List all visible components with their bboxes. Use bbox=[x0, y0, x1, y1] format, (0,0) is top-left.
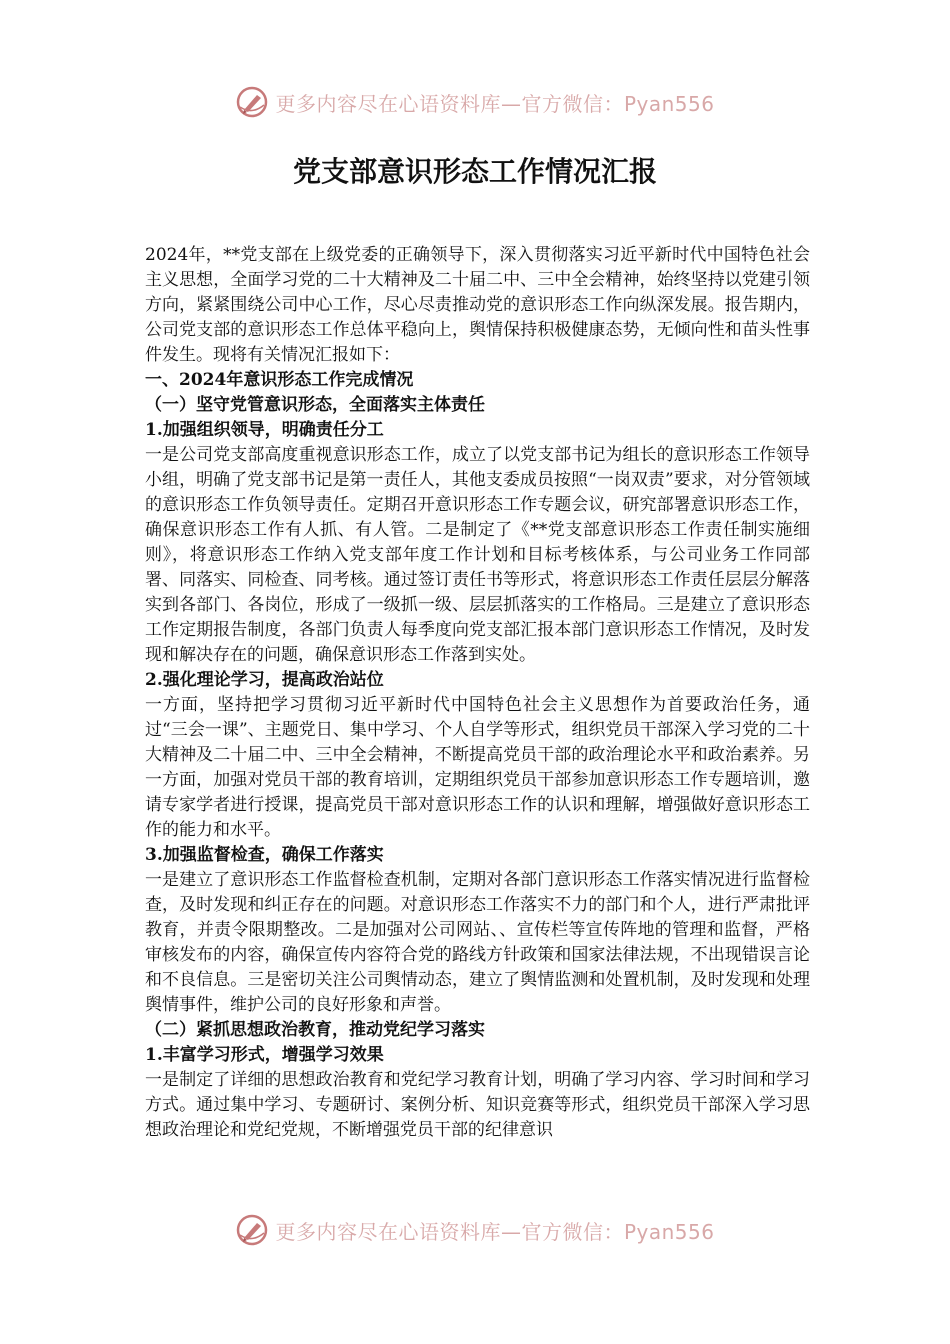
heading-item-1-2: 2.强化理论学习，提高政治站位 bbox=[145, 670, 384, 690]
heading-subsection-2: （二）紧抓思想政治教育，推动党纪学习落实 bbox=[145, 1020, 485, 1040]
watermark-text: 更多内容尽在心语资料库—官方微信：Pyan556 bbox=[275, 91, 715, 116]
paragraph-theory-study: 一方面，坚持把学习贯彻习近平新时代中国特色社会主义思想作为首要政治任务，通过“三会一课”、主题党日、集中学习、个人自学等形式，组织党员干部深入学习党的二十大精神及二十届二中、三中全会精神，不断提高党员干部的政治理论水平和政治素养。另一方面，加强对党员干部的教育培训，定期组织党员干部参加意识形态工作专题培训，邀请专家学者进行授课，提高党员干部对意识形态工作的认识和理解，增强做好意识形态工作的能力和水平。 bbox=[145, 695, 810, 840]
document-title: 党支部意识形态工作情况汇报 bbox=[292, 155, 657, 188]
pen-logo-icon bbox=[235, 1213, 269, 1247]
heading-item-1-1: 1.加强组织领导，明确责任分工 bbox=[145, 420, 384, 440]
paragraph-study-forms: 一是制定了详细的思想政治教育和党纪学习教育计划，明确了学习内容、学习时间和学习方式。通过集中学习、专题研讨、案例分析、知识竞赛等形式，组织党员干部深入学习思想政治理论和党纪党规，不断增强党员干部的纪律意识 bbox=[145, 1070, 810, 1140]
heading-item-2-1: 1.丰富学习形式，增强学习效果 bbox=[145, 1045, 384, 1065]
heading-item-1-3: 3.加强监督检查，确保工作落实 bbox=[145, 845, 384, 865]
paragraph-supervision: 一是建立了意识形态工作监督检查机制，定期对各部门意识形态工作落实情况进行监督检查，及时发现和纠正存在的问题。对意识形态工作落实不力的部门和个人，进行严肃批评教育，并责令限期整改。二是加强对公司网站、、宣传栏等宣传阵地的管理和监督，严格审核发布的内容，确保宣传内容符合党的路线方针政策和国家法律法规，不出现错误言论和不良信息。三是密切关注公司舆情动态，建立了舆情监测和处置机制，及时发现和处理舆情事件，维护公司的良好形象和声誉。 bbox=[145, 870, 810, 1015]
paragraph-organization: 一是公司党支部高度重视意识形态工作，成立了以党支部书记为组长的意识形态工作领导小组，明确了党支部书记是第一责任人，其他支委成员按照“一岗双责”要求，对分管领域的意识形态工作负领导责任。定期召开意识形态工作专题会议，研究部署意识形态工作，确保意识形态工作有人抓、有人管。二是制定了《**党支部意识形态工作责任制实施细则》，将意识形态工作纳入党支部年度工作计划和目标考核体系，与公司业务工作同部署、同落实、同检查、同考核。通过签订责任书等形式，将意识形态工作责任层层分解落实到各部门、各岗位，形成了一级抓一级、层层抓落实的工作格局。三是建立了意识形态工作定期报告制度，各部门负责人每季度向党支部汇报本部门意识形态工作情况，及时发现和解决存在的问题，确保意识形态工作落到实处。 bbox=[145, 445, 810, 665]
heading-subsection-1: （一）坚守党管意识形态，全面落实主体责任 bbox=[145, 395, 485, 415]
pen-logo-icon bbox=[235, 85, 269, 119]
watermark-banner-top bbox=[0, 82, 950, 122]
paragraph-intro: 2024年，**党支部在上级党委的正确领导下，深入贯彻落实习近平新时代中国特色社会主义思想，全面学习党的二十大精神及二十届二中、三中全会精神，始终坚持以党建引领方向，紧紧围绕公司中心工作，尽心尽责推动党的意识形态工作向纵深发展。报告期内，公司党支部的意识形态工作总体平稳向上，舆情保持积极健康态势，无倾向性和苗头性事件发生。现将有关情况汇报如下： bbox=[145, 245, 810, 365]
watermark-banner-bottom bbox=[0, 1210, 950, 1250]
watermark-text: 更多内容尽在心语资料库—官方微信：Pyan556 bbox=[275, 1219, 715, 1244]
heading-section-1: 一、2024年意识形态工作完成情况 bbox=[145, 370, 414, 390]
document-body bbox=[145, 243, 810, 1143]
